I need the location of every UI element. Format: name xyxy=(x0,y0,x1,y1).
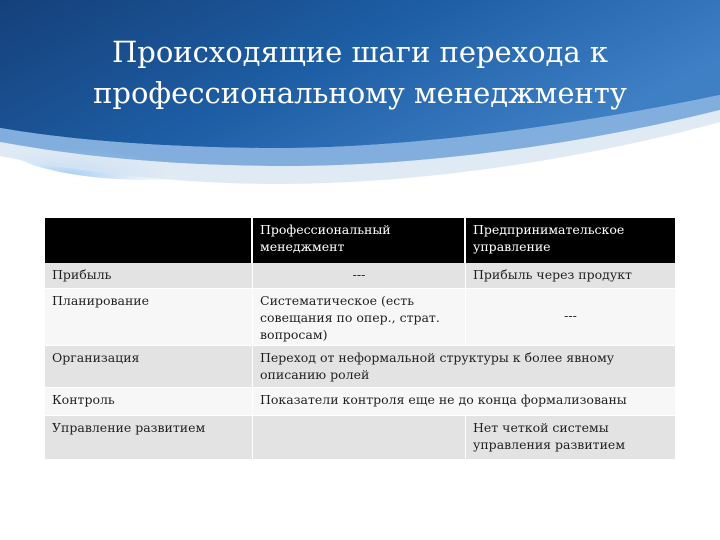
table-header-empty xyxy=(45,218,253,263)
slide-header-band xyxy=(0,0,720,200)
table-cell-merged: Показатели контроля еще не до конца формализованы xyxy=(253,387,675,415)
slide-title-line-2: профессиональному менеджменту xyxy=(93,76,627,110)
table-cell-entrepreneurial: Прибыль через продукт xyxy=(466,263,675,288)
table-row-label: Организация xyxy=(45,345,253,387)
slide-title xyxy=(40,32,680,114)
table-cell-entrepreneurial: Нет четкой системы управления развитием xyxy=(466,415,675,459)
table-header-professional: Профессиональный менеджмент xyxy=(253,218,466,263)
table-cell-professional xyxy=(253,415,466,459)
table-row-label: Прибыль xyxy=(45,263,253,288)
table-row-label: Планирование xyxy=(45,288,253,345)
table-cell-merged: Переход от неформальной структуры к более явному описанию ролей xyxy=(253,345,675,387)
table-header-entrepreneurial: Предпринимательское управление xyxy=(466,218,675,263)
table-cell-professional: --- xyxy=(253,263,466,288)
table-row-label: Контроль xyxy=(45,387,253,415)
comparison-table xyxy=(45,218,675,459)
table-cell-professional: Систематическое (есть совещания по опер., страт. вопросам) xyxy=(253,288,466,345)
table-row-label: Управление развитием xyxy=(45,415,253,459)
table-cell-entrepreneurial: --- xyxy=(466,288,675,345)
slide-title-line-1: Происходящие шаги перехода к xyxy=(111,35,609,69)
